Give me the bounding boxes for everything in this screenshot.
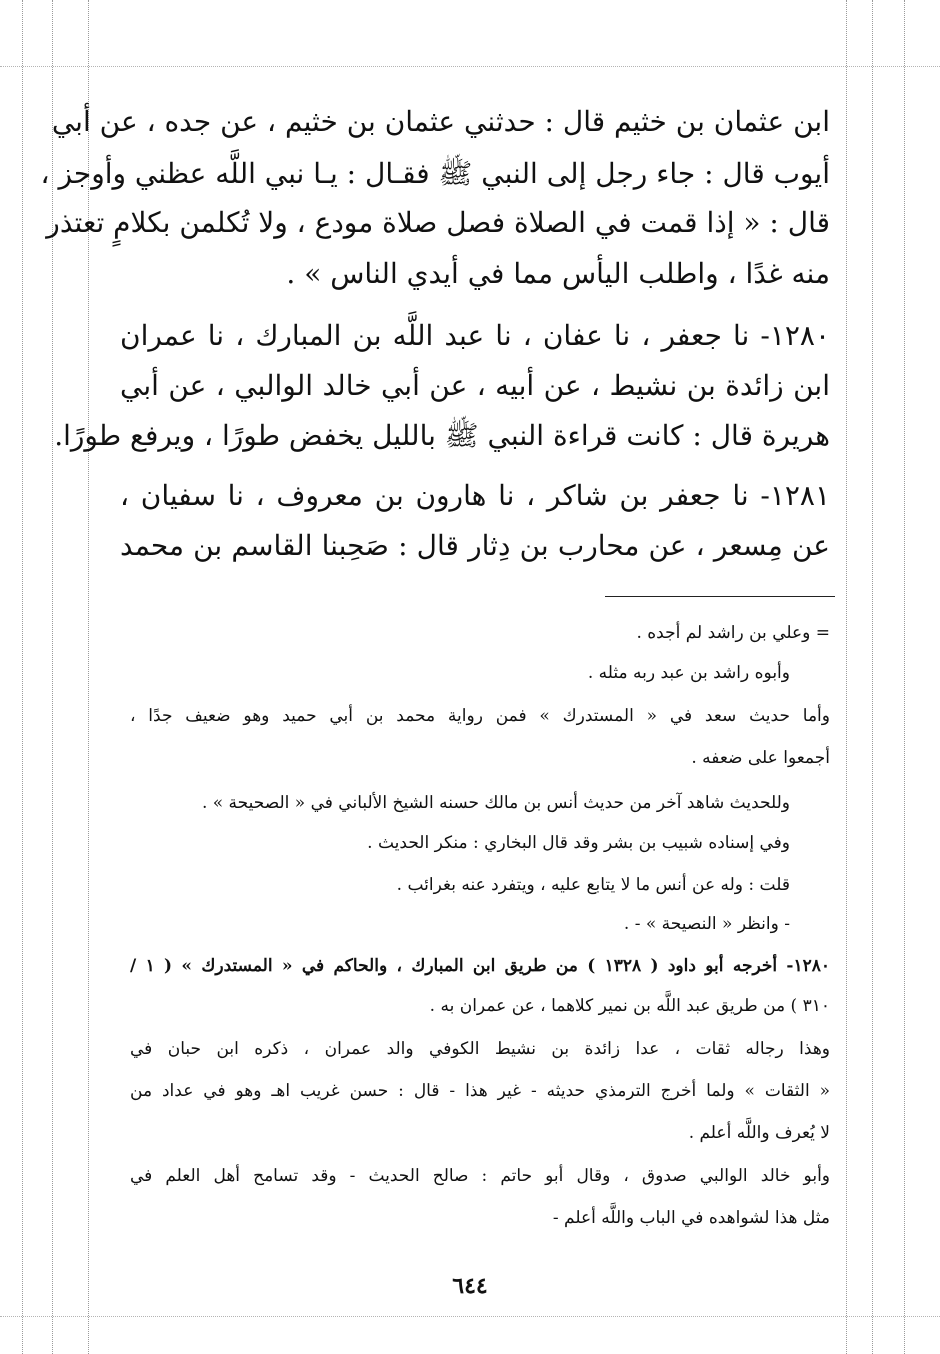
footnote-line: قلت : وله عن أنس ما لا يتابع عليه ، ويتفرد عنه بغرائب . [396, 875, 790, 895]
main-text-line: قال : « إذا قمت في الصلاة فصل صلاة مودع ، ولا تُكلمن بكلامٍ تعتذر [46, 206, 830, 239]
main-text-line: ابن زائدة بن نشيط ، عن أبيه ، عن أبي خالد الوالبي ، عن أبي [120, 369, 830, 402]
page-number: ٦٤٤ [452, 1273, 488, 1299]
footnote-line: - وانظر « النصيحة » - . [623, 914, 790, 934]
guide-line [0, 66, 940, 67]
footnote-line: لا يُعرف واللَّه أعلم . [688, 1123, 830, 1143]
main-text-line: عن مِسعر ، عن محارب بن دِثار قال : صَحِبنا القاسم بن محمد [120, 529, 830, 562]
main-text-line: ابن عثمان بن خثيم قال : حدثني عثمان بن خثيم ، عن جده ، عن أبي [51, 105, 830, 138]
guide-line [846, 0, 847, 1354]
footnote-line: وهذا رجاله ثقات ، عدا زائدة بن نشيط الكوفي والد عمران ، ذكره ابن حبان في [130, 1039, 830, 1059]
footnote-divider [605, 596, 835, 597]
footnote-line: مثل هذا لشواهده في الباب واللَّه أعلم - [552, 1208, 830, 1228]
footnote-line: « الثقات » ولما أخرج الترمذي حديثه - غير هذا - قال : حسن غريب اهـ وهو في عداد من [130, 1081, 830, 1101]
guide-line [22, 0, 23, 1354]
footnote-line: = وعلي بن راشد لم أجده . [636, 623, 830, 643]
main-text-line: ١٢٨١- نا جعفر بن شاكر ، نا هارون بن معروف ، نا سفيان ، [120, 479, 830, 512]
footnote-line: أجمعوا على ضعفه . [691, 748, 830, 768]
footnote-line: وأبوه راشد بن عبد ربه مثله . [587, 663, 790, 683]
main-text-line: ١٢٨٠- نا جعفر ، نا عفان ، نا عبد اللَّه بن المبارك ، نا عمران [120, 319, 830, 352]
footnote-line: وأما حديث سعد في « المستدرك » فمن رواية محمد بن أبي حميد وهو ضعيف جدًا ، [130, 706, 830, 726]
main-text-line: منه غدًا ، واطلب اليأس مما في أيدي الناس » . [286, 257, 830, 290]
footnote-line: ٣١٠ ) من طريق عبد اللَّه بن نمير كلاهما ، عن عمران به . [429, 996, 830, 1016]
document-page [40, 100, 830, 1340]
footnote-line: وأبو خالد الوالبي صدوق ، وقال أبو حاتم : صالح الحديث - وقد تسامح أهل العلم في [130, 1166, 830, 1186]
guide-line [904, 0, 905, 1354]
guide-line [872, 0, 873, 1354]
footnote-line: وللحديث شاهد آخر من حديث أنس بن مالك حسنه الشيخ الألباني في « الصحيحة » . [201, 793, 790, 813]
main-text-line: أيوب قال : جاء رجل إلى النبي ﷺ فقـال : يـا نبي اللَّه عظني وأوجز ، [40, 157, 830, 190]
main-text-line: هريرة قال : كانت قراءة النبي ﷺ بالليل يخفض طورًا ، ويرفع طورًا. [54, 419, 830, 452]
footnote-line: وفي إسناده شبيب بن بشر وقد قال البخاري : منكر الحديث . [367, 833, 790, 853]
footnote-line: ١٢٨٠- أخرجه أبو داود ( ١٣٢٨ ) من طريق ابن المبارك ، والحاكم في « المستدرك » ( ١ / [130, 956, 830, 976]
